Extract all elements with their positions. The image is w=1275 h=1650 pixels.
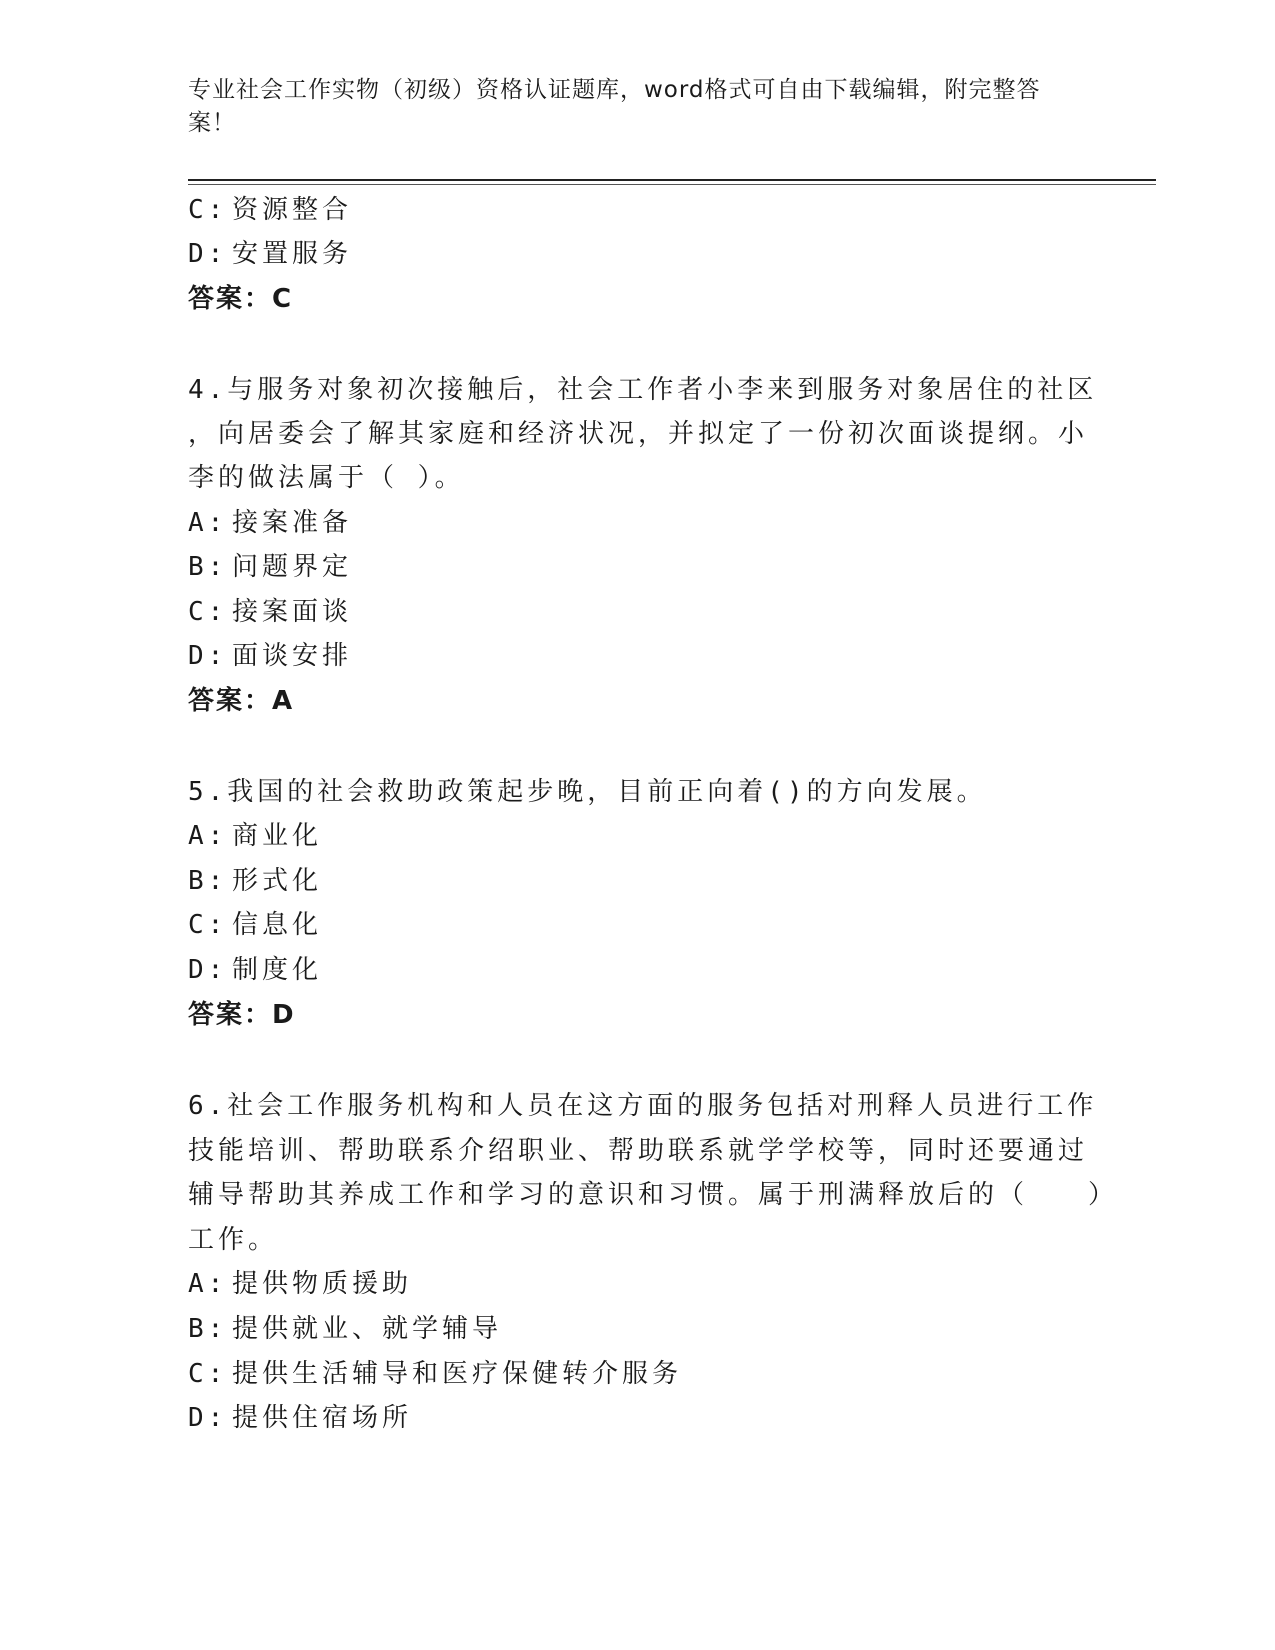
answer-line: 答案：D: [188, 1000, 296, 1030]
question-4-line-1: 4.与服务对象初次接触后，社会工作者小李来到服务对象居住的社区: [188, 375, 1098, 405]
document-header: 专业社会工作实物（初级）资格认证题库，word格式可自由下载编辑，附完整答案！: [188, 77, 1041, 136]
option-letter: C:: [188, 910, 228, 940]
option-letter: D:: [188, 239, 228, 269]
option-text: 提供物质援助: [232, 1269, 413, 1299]
option-c: [188, 909, 322, 941]
answer-line: 答案：A: [188, 686, 295, 716]
question-4-line-2: ，向居委会了解其家庭和经济状况，并拟定了一份初次面谈提纲。小: [188, 419, 1089, 449]
option-letter: B:: [188, 1314, 228, 1344]
question-6-line-3: 辅导帮助其养成工作和学习的意识和习惯。属于刑满释放后的（ ）: [188, 1180, 1119, 1210]
option-letter: A:: [188, 508, 228, 538]
question-6-line-2: 技能培训、帮助联系介绍职业、帮助联系就学学校等，同时还要通过: [188, 1136, 1089, 1166]
header-divider-thin: [188, 184, 1156, 185]
option-text: 形式化: [232, 866, 323, 896]
option-d: [188, 1402, 412, 1434]
option-letter: A:: [188, 821, 228, 851]
option-text: 提供就业、就学辅导: [232, 1314, 503, 1344]
question-6-line-1: 6.社会工作服务机构和人员在这方面的服务包括对刑释人员进行工作: [188, 1091, 1098, 1121]
option-d: [188, 238, 352, 270]
option-b: [188, 551, 352, 583]
option-text: 安置服务: [232, 239, 353, 269]
option-c: [188, 194, 352, 226]
question-4-line-3: 李的做法属于（ ）。: [188, 463, 465, 493]
option-c: [188, 596, 352, 628]
option-letter: A:: [188, 1269, 228, 1299]
option-letter: D:: [188, 1403, 228, 1433]
option-a: [188, 507, 352, 539]
option-letter: D:: [188, 641, 228, 671]
option-letter: C:: [188, 1359, 228, 1389]
option-text: 信息化: [232, 910, 323, 940]
option-b: [188, 865, 322, 897]
option-letter: D:: [188, 955, 228, 985]
option-text: 制度化: [232, 955, 323, 985]
option-d: [188, 954, 322, 986]
question-5-line-1: 5.我国的社会救助政策起步晚，目前正向着()的方向发展。: [188, 777, 987, 807]
option-text: 问题界定: [232, 552, 353, 582]
option-c: [188, 1358, 682, 1390]
option-text: 面谈安排: [232, 641, 353, 671]
header-divider: [188, 179, 1156, 181]
option-text: 接案面谈: [232, 597, 353, 627]
option-text: 商业化: [232, 821, 323, 851]
option-text: 资源整合: [232, 195, 353, 225]
option-text: 接案准备: [232, 508, 353, 538]
option-text: 提供住宿场所: [232, 1403, 413, 1433]
option-letter: C:: [188, 597, 228, 627]
option-letter: B:: [188, 552, 228, 582]
answer-line: 答案：C: [188, 284, 294, 314]
option-a: [188, 820, 322, 852]
option-d: [188, 640, 352, 672]
option-a: [188, 1268, 412, 1300]
option-letter: B:: [188, 866, 228, 896]
question-6-line-4: 工作。: [188, 1225, 279, 1255]
option-b: [188, 1313, 502, 1345]
option-text: 提供生活辅导和医疗保健转介服务: [232, 1359, 683, 1389]
option-letter: C:: [188, 195, 228, 225]
